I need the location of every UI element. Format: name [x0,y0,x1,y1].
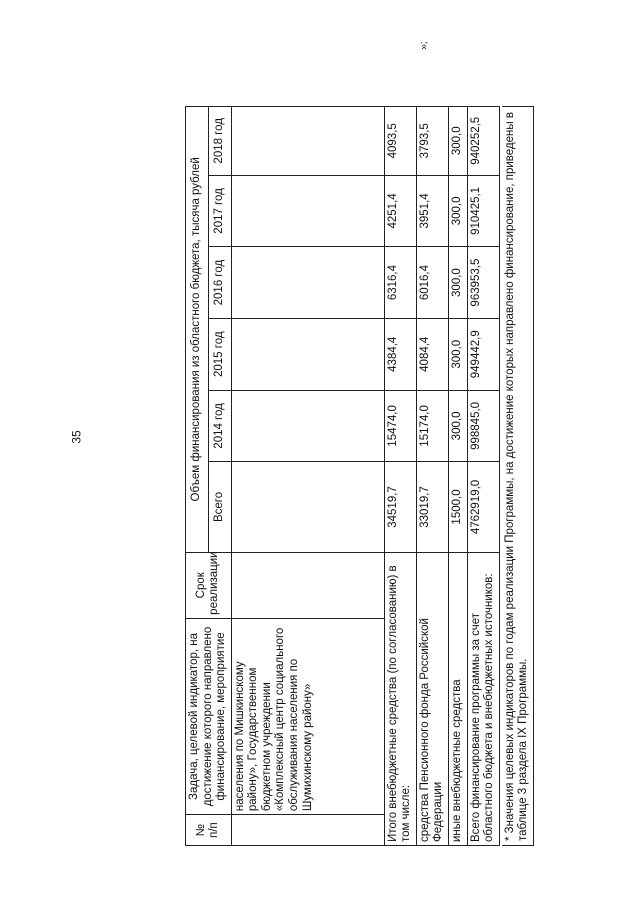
row-value: 6316,4 [384,247,416,319]
continuation-text: населения по Мишкинскому району», Государственном бюджетном учреждении «Комплексный центр социального обслуживания населения по Шумихинскому району» [231,618,384,814]
row-value: 6016,4 [416,247,448,319]
row-value: 4251,4 [384,175,416,247]
table-row [448,107,467,846]
cont-v0 [231,462,384,552]
continuation-row [231,107,384,846]
row-value: 34519,7 [384,462,416,552]
row-value: 4384,4 [384,318,416,390]
cont-v3 [231,247,384,319]
row-value: 15474,0 [384,390,416,462]
row-label: средства Пенсионного фонда Российской Федерации [416,552,448,845]
header-task: Задача, целевой индикатор, на достижение которого направлено финансирование, мероприятие [186,618,232,814]
row-value: 963953,5 [467,247,499,319]
header-term: Срок реализации [186,552,232,618]
year-2014: 2014 год [208,390,231,462]
table-row [384,107,416,846]
row-value: 940252,5 [467,107,499,176]
row-value: 3793,5 [416,107,448,176]
row-label: Итого внебюджетные средства (по согласованию) в том числе: [384,552,416,845]
corner-mark: »; [418,41,430,50]
rotated-sheet [185,66,530,846]
row-label: иные внебюджетные средства [448,552,467,845]
row-value: 4093,5 [384,107,416,176]
row-value: 300,0 [448,318,467,390]
page-number: 35 [69,430,84,444]
header-no: № п/п [186,815,232,846]
year-2018: 2018 год [208,107,231,176]
year-2015: 2015 год [208,318,231,390]
row-label: Всего финансирование программы за счет областного бюджета и внебюджетных источников: [467,552,499,845]
row-value: 4762919,0 [467,462,499,552]
row-value: 300,0 [448,107,467,176]
cont-v1 [231,390,384,462]
year-2017: 2017 год [208,175,231,247]
row-value: 3951,4 [416,175,448,247]
cont-term [231,552,384,618]
header-funding: Объем финансирования из областного бюджета, тысяча рублей [186,107,209,553]
table-row [467,107,499,846]
year-2016: 2016 год [208,247,231,319]
year-total: Всего [208,462,231,552]
table-row [416,107,448,846]
row-value: 300,0 [448,390,467,462]
cont-v5 [231,107,384,176]
row-value: 33019,7 [416,462,448,552]
row-value: 300,0 [448,247,467,319]
cont-v4 [231,175,384,247]
row-value: 15174,0 [416,390,448,462]
row-value: 949442,9 [467,318,499,390]
row-value: 300,0 [448,175,467,247]
row-value: 4084,4 [416,318,448,390]
funding-table [185,106,500,846]
footnote: * Значения целевых индикаторов по годам реализации Программы, на достижение которых направлено финансирование, приведены в таблице 3 раздела IX Программы. [502,106,535,846]
row-value: 998845,0 [467,390,499,462]
cont-v2 [231,318,384,390]
header-row [186,107,209,846]
row-value: 910425,1 [467,175,499,247]
row-value: 1500,0 [448,462,467,552]
cont-no [231,815,384,846]
